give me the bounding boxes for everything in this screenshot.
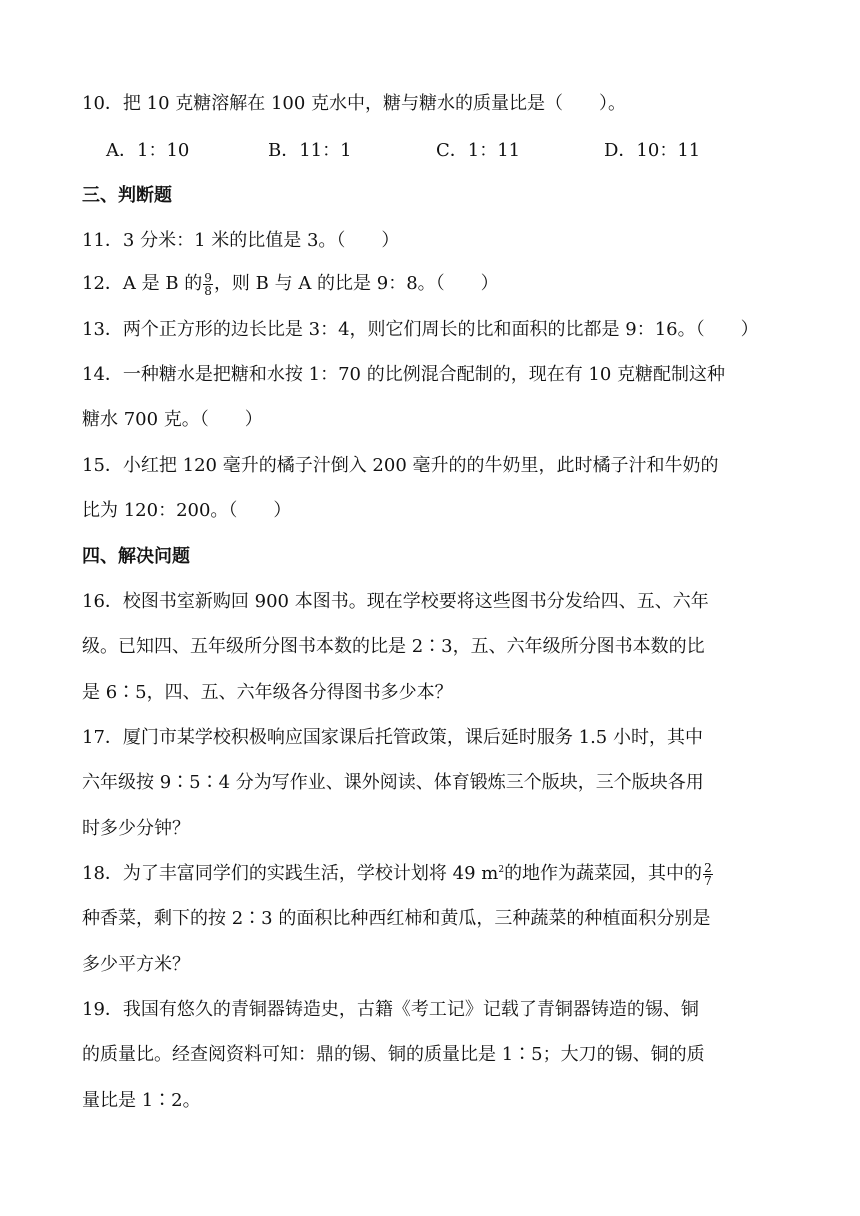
question-15-line-2: 比为 120：200。（ ） [82, 500, 292, 521]
question-16-line-2: 级。已知四、五年级所分图书本数的比是 2∶3，五、六年级所分图书本数的比 [82, 636, 705, 657]
question-13: 13．两个正方形的边长比是 3：4，则它们周长的比和面积的比都是 9：16。（ ） [82, 319, 759, 340]
question-11: 11．3 分米：1 米的比值是 3。（ ） [82, 230, 400, 251]
fraction-nine-eighths [203, 272, 213, 297]
question-14-line-2: 糖水 700 克。（ ） [82, 409, 263, 430]
question-15-line-1: 15．小红把 120 毫升的橘子汁倒入 200 毫升的的牛奶里，此时橘子汁和牛奶的 [82, 455, 719, 476]
fraction-numerator: 9 [204, 270, 212, 285]
section-heading-judgement: 三、判断题 [82, 185, 172, 206]
question-19-line-2: 的质量比。经查阅资料可知：鼎的锡、铜的质量比是 1∶5；大刀的锡、铜的质 [82, 1044, 705, 1065]
question-16-line-3: 是 6∶5，四、五、六年级各分得图书多少本？ [82, 682, 453, 703]
question-17-line-1: 17．厦门市某学校积极响应国家课后托管政策，课后延时服务 1.5 小时，其中 [82, 727, 703, 748]
fraction-denominator: 8 [204, 283, 212, 298]
question-19-line-3: 量比是 1∶2。 [82, 1090, 201, 1111]
superscript-two: 2 [498, 865, 505, 875]
section-heading-problem-solving: 四、解决问题 [82, 546, 190, 567]
question-12-text-after: ，则 B 与 A 的比是 9：8。（ ） [213, 273, 499, 294]
option-d: D．10：11 [604, 140, 701, 161]
option-a: A．1：10 [106, 140, 190, 161]
fraction-numerator: 2 [704, 860, 712, 875]
question-18-line-3: 多少平方米？ [82, 954, 190, 975]
question-17-line-3: 时多少分钟？ [82, 818, 190, 839]
question-12-text-before: 12．A 是 B 的 [82, 273, 203, 294]
option-b: B．11：1 [268, 140, 352, 161]
question-14-line-1: 14．一种糖水是把糖和水按 1：70 的比例混合配制的，现在有 10 克糖配制这种 [82, 364, 726, 385]
question-18-text-after: 的地作为蔬菜园，其中的 [504, 863, 703, 884]
question-17-line-2: 六年级按 9∶5∶4 分为写作业、课外阅读、体育锻炼三个版块，三个版块各用 [82, 772, 704, 793]
fraction-denominator: 7 [704, 873, 712, 888]
question-18-line-2: 种香菜，剩下的按 2∶3 的面积比种西红柿和黄瓜，三种蔬菜的种植面积分别是 [82, 908, 711, 929]
question-18-line-1 [82, 860, 714, 888]
question-10-options [82, 137, 782, 165]
question-16-line-1: 16．校图书室新购回 900 本图书。现在学校要将这些图书分发给四、五、六年 [82, 591, 709, 612]
fraction-two-sevenths [703, 862, 713, 887]
question-19-line-1: 19．我国有悠久的青铜器铸造史，古籍《考工记》记载了青铜器铸造的锡、铜 [82, 999, 699, 1020]
question-18-text-before: 18．为了丰富同学们的实践生活，学校计划将 49 m [82, 863, 499, 884]
question-12 [82, 270, 499, 298]
question-10: 10．把 10 克糖溶解在 100 克水中，糖与糖水的质量比是（ ）。 [82, 93, 627, 114]
option-c: C．1：11 [436, 140, 521, 161]
